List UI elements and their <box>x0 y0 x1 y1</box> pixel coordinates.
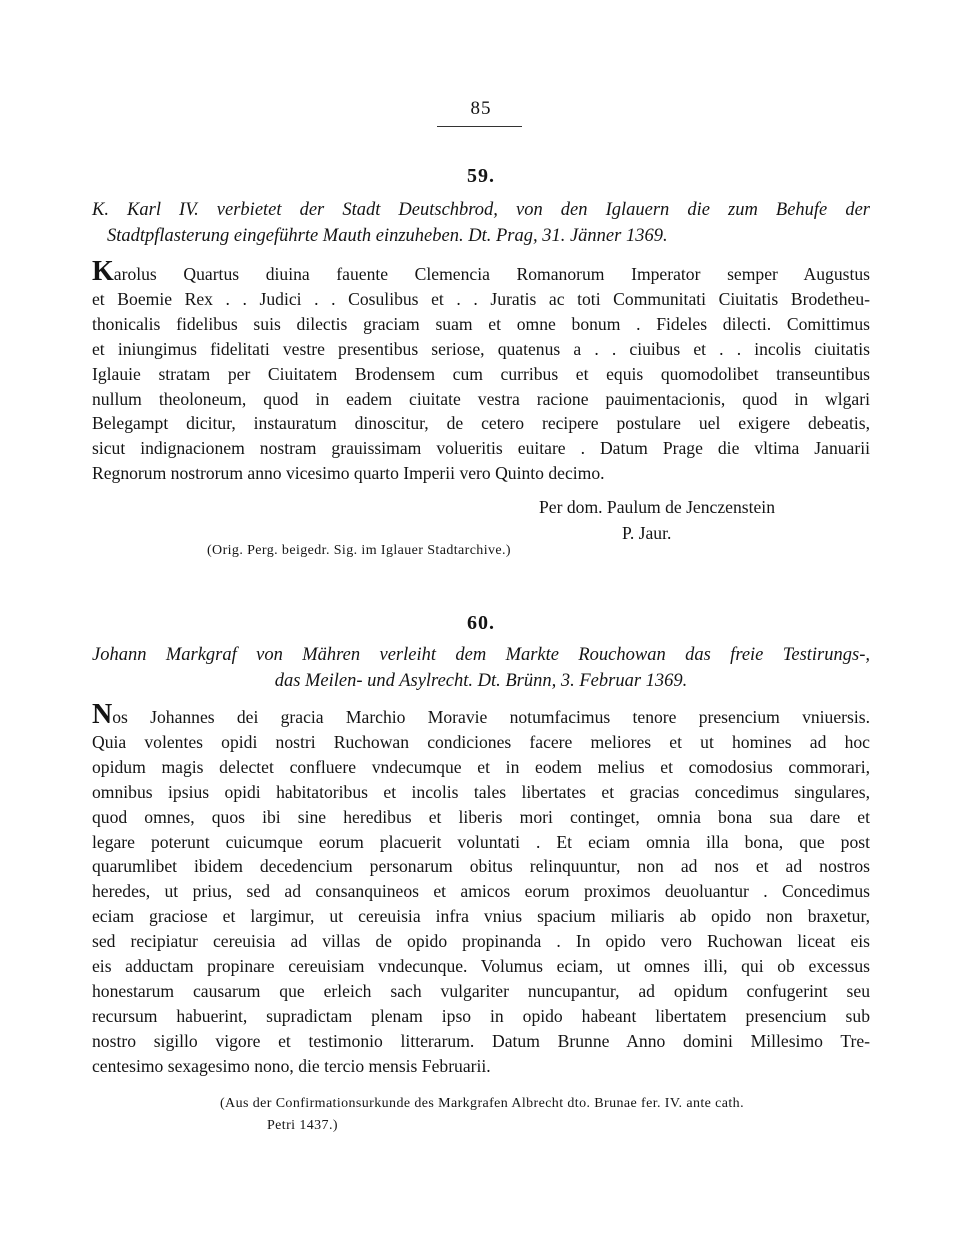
signature-line: P. Jaur. <box>622 523 672 543</box>
body-line <box>92 256 870 287</box>
body-line: thonicalis fidelibus suis dilectis graciam suam et omne bonum . Fideles dilecti. Comittimus <box>92 313 870 334</box>
body-line: omnibus ipsius opidi habitatoribus et incolis tales libertates et gracias concedimus singulares, <box>92 781 870 802</box>
heading-line: Johann Markgraf von Mähren verleiht dem Markte Rouchowan das freie Testirungs-, <box>92 645 870 665</box>
body-line: nostro sigillo vigore et testimonio litterarum. Datum Brunne Anno domini Millesimo Tre- <box>92 1030 870 1051</box>
body-line-text: arolus Quartus diuina fauente Clemencia Romanorum Imperator semper Augustus <box>113 264 870 284</box>
body-line: sed recipiatur cereuisia ad villas de opido propinanda . In opido vero Ruchowan liceat eis <box>92 931 870 952</box>
body-line: quarumlibet ibidem decedencium personarum obitus relinquuntur, non ad nos et ad nostros <box>92 856 870 877</box>
body-line: heredes, ut prius, sed ad consanquineos et amicos eorum proximos deuoluantur . Concedimus <box>92 881 870 902</box>
signature-line: Per dom. Paulum de Jenczenstein <box>539 497 775 517</box>
page-number-rule <box>437 126 522 127</box>
body-line: et iniungimus fidelitati vestre presentibus seriose, quatenus a . . ciuibus et . . incolis ciuitatis <box>92 338 870 359</box>
body-line <box>92 699 870 730</box>
body-line: eciam graciose et largimur, ut cereuisia infra vnius spacium miliaris ab opido non braxetur, <box>92 906 870 927</box>
document-heading <box>92 642 870 694</box>
source-note: (Aus der Confirmationsurkunde des Markgrafen Albrecht dto. Brunae fer. IV. ante cath. <box>220 1096 744 1111</box>
body-line: Iglauie stratam per Ciuitatem Brodensem cum curribus et equis quomodolibet transeuntibus <box>92 363 870 384</box>
document-number: 59. <box>467 165 495 187</box>
body-line: sicut indignacionem nostram grauissimam volueritis euitare . Datum Prage die vltima Januarii <box>92 438 870 459</box>
source-note: (Orig. Perg. beigedr. Sig. im Iglauer Stadtarchive.) <box>207 543 511 558</box>
body-line: Quia volentes opidi nostri Ruchowan condiciones facere meliores et ut homines ad hoc <box>92 731 870 752</box>
body-line: recursum habuerint, supradictam plenam ipso in opido habeant libertatem presencium sub <box>92 1005 870 1026</box>
document-page <box>92 0 870 1250</box>
document-heading <box>92 197 870 249</box>
initial-letter: K <box>92 256 114 287</box>
body-line: Regnorum nostrorum anno vicesimo quarto Imperii vero Quinto decimo. <box>92 463 605 484</box>
body-line: Belegampt dicitur, instauratum dinoscitur, de cetero recipere postulare uel exigere debeatis, <box>92 413 870 434</box>
heading-line: Stadtpflasterung eingeführte Mauth einzuheben. Dt. Prag, 31. Jänner 1369. <box>107 226 668 246</box>
heading-line: K. Karl IV. verbietet der Stadt Deutschbrod, von den Iglauern die zum Behufe der <box>92 200 870 220</box>
source-note: Petri 1437.) <box>267 1118 338 1133</box>
document-number: 60. <box>467 612 495 634</box>
body-line: quod omnes, quos ibi sine heredibus et liberis mori continget, omnia bona sua dare et <box>92 806 870 827</box>
body-line: opidum magis delectet confluere vndecumque et in eodem melius et comodosius commorari, <box>92 756 870 777</box>
body-line: et Boemie Rex . . Judici . . Cosulibus et . . Juratis ac toti Communitati Ciuitatis Brodetheu- <box>92 288 870 309</box>
body-line: centesimo sexagesimo nono, die tercio mensis Februarii. <box>92 1055 491 1076</box>
body-line: honestarum causarum que erleich sach vulgariter nuncupantur, ad opidum confugerint seu <box>92 980 870 1001</box>
heading-line: das Meilen- und Asylrecht. Dt. Brünn, 3. Februar 1369. <box>274 671 688 691</box>
document-body <box>92 699 870 1079</box>
body-line: nullum theoloneum, quod in eadem ciuitate vestra racione pauimentacionis, quod in wlgari <box>92 388 870 409</box>
page-number: 85 <box>470 98 492 119</box>
body-line: eis adductam propinare cereuisiam vndecunque. Volumus eciam, ut omnes illi, qui ob excessus <box>92 956 870 977</box>
body-line-text: os Johannes dei gracia Marchio Moravie notumfacimus tenore presencium vniuersis. <box>112 707 870 727</box>
document-body <box>92 256 870 486</box>
initial-letter: N <box>92 699 113 730</box>
body-line: legare poterunt cuicumque eorum placuerit voluntati . Et eciam omnia illa bona, que post <box>92 831 870 852</box>
